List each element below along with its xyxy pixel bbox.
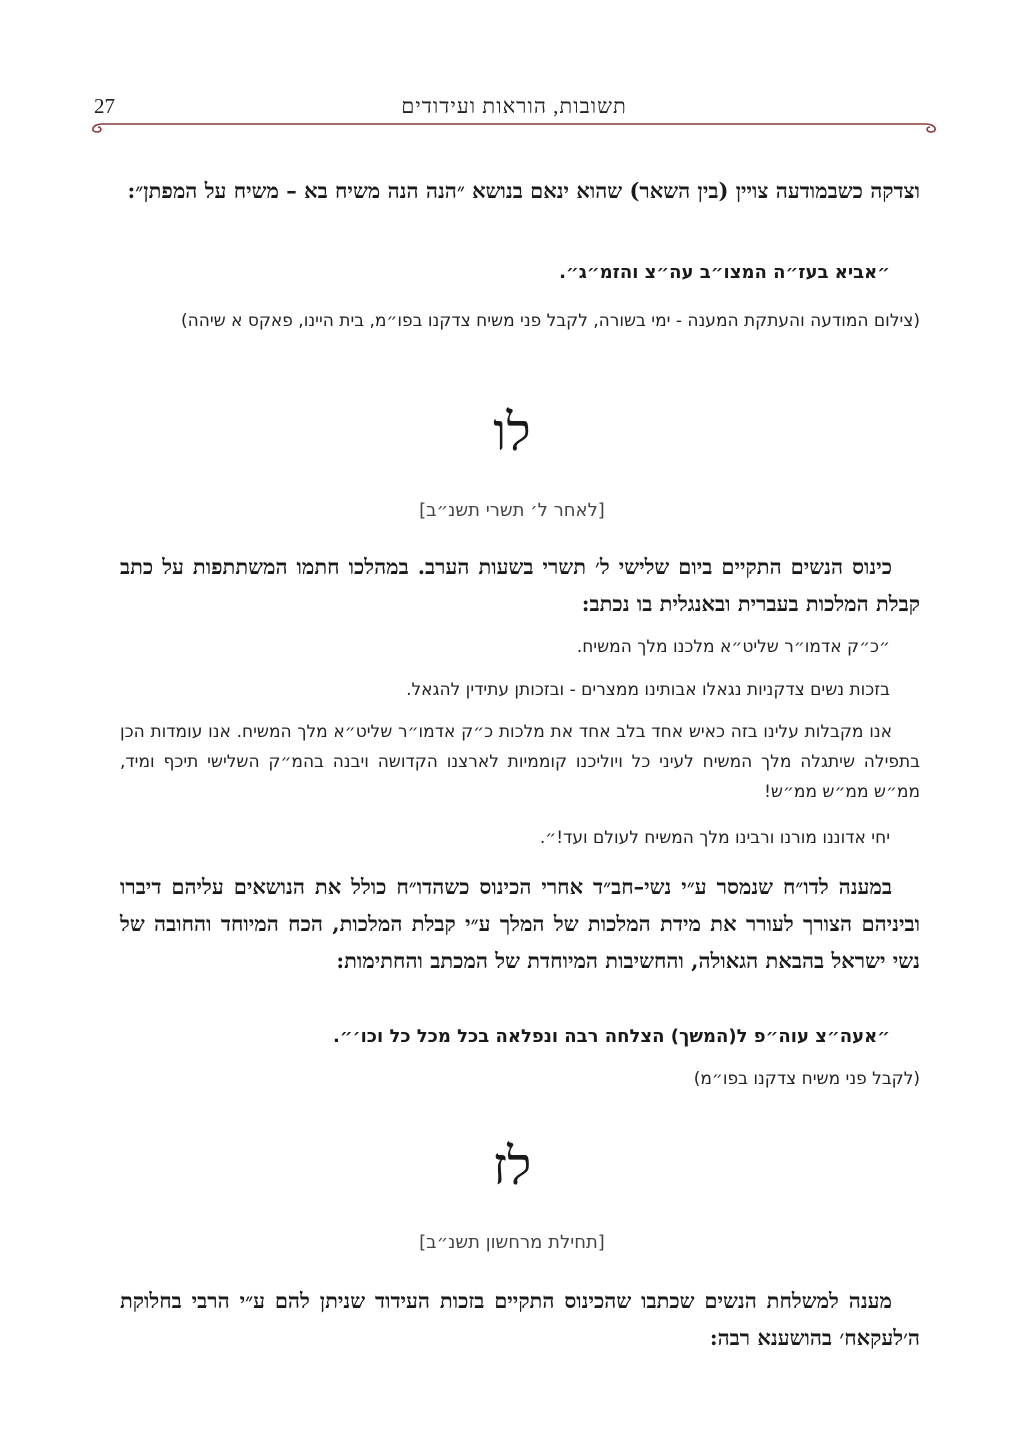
header-rule-ornament (88, 118, 940, 134)
source-note-1: (צילום המודעה והעתקת המענה - ימי בשורה, לקבל פני משיח צדקנו בפו״מ, בית היינו, פאקס א שיהה) (180, 311, 920, 331)
paragraph-delegation: מענה למשלחת הנשים שכתבו שהכינוס התקיים בזכות העידוד שניתן להם ע״י הרבי בחלוקת ה׳לעקאח׳ בהושענא רבה: (120, 1288, 920, 1350)
section-heading-lamed-zayin: לז (492, 1139, 532, 1196)
paragraph-intro: וצדקה כשבמודעה צויין (בין השאר) שהוא ינאם בנושא ״הנה הנה משיח בא – משיח על המפתן״: (127, 178, 920, 203)
quote-pledge-2: בזכות נשים צדקניות נגאלו אבותינו ממצרים - ובזכותן עתידין להגאל. (406, 680, 890, 700)
section-heading-lamed-vav: לו (493, 405, 531, 462)
page-number: 27 (94, 94, 115, 118)
section-date-1: [לאחר ל׳ תשרי תשנ״ב] (419, 500, 605, 521)
page-header (88, 92, 940, 132)
quote-pledge-3: אנו מקבלות עלינו בזה כאיש אחד בלב אחד את מלכות כ״ק אדמו״ר שליט״א מלך המשיח. אנו עומדות הכן בתפילה שיתגלה מלך המשיח לעיני כל ויוליכנו קוממיות לארצנו הקדושה ויבנה בהמ״ק השלישי תיכף ומיד, ממ״ש ממ״ש ממ״ש! (120, 722, 920, 802)
quote-pledge-1: ״כ״ק אדמו״ר שליט״א מלכנו מלך המשיח. (576, 637, 890, 657)
quote-pledge-4: יחי אדוננו מורנו ורבינו מלך המשיח לעולם ועד!״. (539, 828, 890, 848)
source-note-2: (לקבל פני משיח צדקנו בפו״מ) (693, 1069, 920, 1089)
running-title: תשובות, הוראות ועידודים (401, 94, 627, 118)
quote-answer-1: ״אביא בעז״ה המצו״ב עה״צ והזמ״ג״. (559, 262, 890, 283)
paragraph-kinus: כינוס הנשים התקיים ביום שלישי ל׳ תשרי בשעות הערב. במהלכו חתמו המשתתפות על כתב קבלת המלכות בעברית ובאנגלית בו נכתב: (120, 554, 920, 616)
section-date-2: [תחילת מרחשון תשנ״ב] (419, 1232, 605, 1253)
paragraph-report: במענה לדו״ח שנמסר ע״י נשי–חב״ד אחרי הכינוס כשהדו״ח כולל את הנושאים עליהם דיברו וביניהם הצורך לעורר את מידת המלכות של המלך ע״י קבלת המלכות, הכח המיוחד והחובה של נשי ישראל בהבאת הגאולה, והחשיבות המיוחדת של המכתב והחתימות: (120, 874, 920, 973)
quote-answer-2: ״אעה״צ עוה״פ ל(המשך) הצלחה רבה ונפלאה בכל מכל כל וכו׳״. (333, 1026, 890, 1047)
